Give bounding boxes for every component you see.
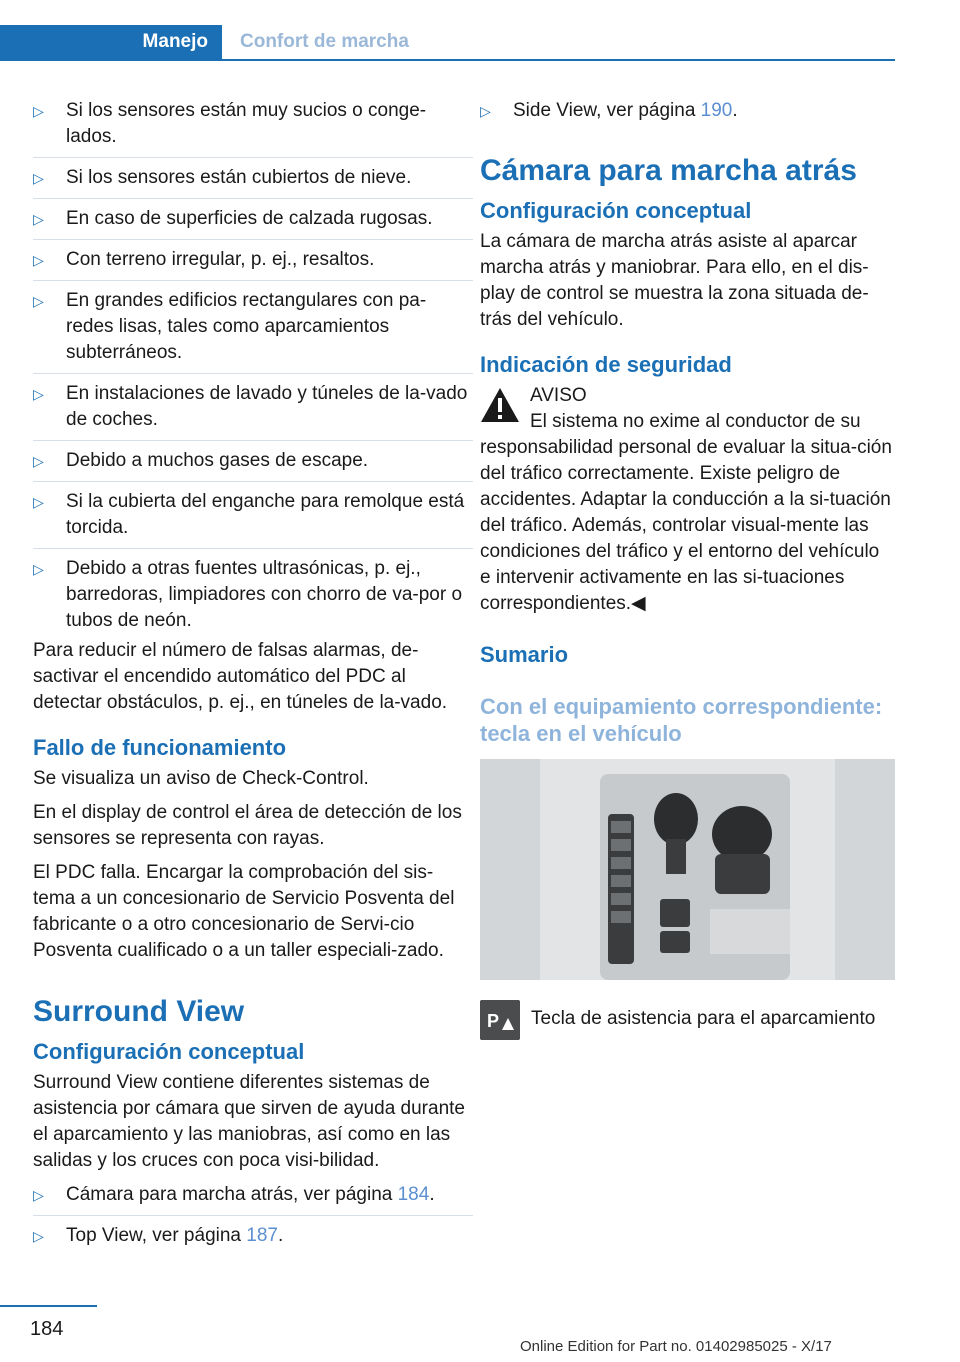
warning-text: responsabilidad personal de evaluar la situa‐ción del tráfico correctamente. Existe peligro de accidentes. Adaptar la conducción a la si‐tuación del tráfico. Además, controlar visual‐mente las condiciones del tráfico y el entorno del vehículo e intervenir activamente en las si‐tuaciones correspondientes.◀ xyxy=(480,437,892,614)
list-item: ▷ Si la cubierta del enganche para remolque está torcida. xyxy=(33,489,473,549)
triangle-bullet-icon: ▷ xyxy=(33,211,44,227)
heading-equipamiento: Con el equipamiento correspondiente: tecla en el vehículo xyxy=(480,694,883,746)
paragraph-fallo-3: El PDC falla. Encargar la comprobación del sis‐tema a un concesionario de Servicio Posventa del fabricante o a otro concesionario de Servi‐cio Posventa cualificado o a un taller especiali‐zado. xyxy=(33,862,455,961)
right-column xyxy=(480,98,895,1040)
list-item: ▷ En caso de superficies de calzada rugosas. xyxy=(33,206,473,240)
paragraph-false-alarms: Para reducir el número de falsas alarmas, de‐sactivar el encendido automático del PDC al detectar obstáculos, p. ej., en túneles de la‐vado. xyxy=(33,640,448,713)
list-item: ▷ Si los sensores están muy sucios o conge‐lados. xyxy=(33,98,473,158)
svg-text:P: P xyxy=(487,1011,500,1031)
page-link-190[interactable]: 190 xyxy=(700,100,733,121)
triangle-bullet-icon: ▷ xyxy=(33,561,44,577)
triangle-bullet-icon: ▷ xyxy=(33,1187,44,1203)
section-tab-manejo[interactable]: Manejo xyxy=(0,25,222,59)
list-item: ▷ En grandes edificios rectangulares con pa‐redes lisas, tales como aparcamientos subterráneos. xyxy=(33,288,473,374)
heading-fallo: Fallo de funcionamiento xyxy=(33,735,287,760)
triangle-bullet-icon: ▷ xyxy=(480,103,491,119)
list-item: ▷ Con terreno irregular, p. ej., resaltos. xyxy=(33,247,473,281)
left-column xyxy=(33,98,473,1263)
triangle-bullet-icon: ▷ xyxy=(33,386,44,402)
key-legend xyxy=(480,1000,895,1040)
list-item: ▷ Side View, ver página 190. xyxy=(480,98,895,131)
list-item: ▷ Debido a otras fuentes ultrasónicas, p. ej., barredoras, limpiadores con chorro de va‐por o tubos de neón. xyxy=(33,558,463,631)
key-legend-text: Tecla de asistencia para el aparcamiento xyxy=(531,1008,876,1029)
heading-configuracion: Configuración conceptual xyxy=(480,198,752,223)
paragraph-config: La cámara de marcha atrás asiste al aparcar marcha atrás y maniobrar. Para ello, en el dis‐play de control se muestra la zona situada de‐trás del vehículo. xyxy=(480,231,869,330)
console-photo xyxy=(480,759,895,980)
park-assist-key-icon xyxy=(480,1000,520,1040)
list-item: ▷ Top View, ver página 187. xyxy=(33,1223,473,1256)
heading-seguridad: Indicación de seguridad xyxy=(480,352,732,377)
triangle-bullet-icon: ▷ xyxy=(33,293,44,309)
warning-label: AVISO xyxy=(530,385,587,406)
triangle-bullet-icon: ▷ xyxy=(33,170,44,186)
footer-rule xyxy=(0,1305,97,1307)
list-item: ▷ Cámara para marcha atrás, ver página 184. xyxy=(33,1182,473,1216)
page-number: 184 xyxy=(30,1318,64,1340)
paragraph-fallo-1: Se visualiza un aviso de Check-Control. xyxy=(33,768,369,789)
paragraph-fallo-2: En el display de control el área de detección de los sensores se representa con rayas. xyxy=(33,802,462,849)
list-item: ▷ En instalaciones de lavado y túneles de la‐vado de coches. xyxy=(33,381,473,441)
list-item: ▷ Debido a muchos gases de escape. xyxy=(33,448,473,482)
warning-first-line: El sistema no exime al conductor de su xyxy=(530,411,861,432)
heading-camara: Cámara para marcha atrás xyxy=(480,154,857,187)
paragraph-surround: Surround View contiene diferentes sistemas de asistencia por cámara que sirven de ayuda durante el aparcamiento y las maniobras, así como en las salidas y los cruces con poca visi‐bilidad. xyxy=(33,1072,465,1171)
page-link-184[interactable]: 184 xyxy=(397,1184,430,1205)
warning-block xyxy=(480,383,895,617)
edition-text: Online Edition for Part no. 01402985025 - X/17 xyxy=(520,1338,832,1355)
section-tab-confort[interactable]: Confort de marcha xyxy=(240,31,409,52)
list-item: ▷ Si los sensores están cubiertos de nieve. xyxy=(33,165,473,199)
header-rule xyxy=(0,59,895,61)
heading-configuracion: Configuración conceptual xyxy=(33,1039,305,1064)
heading-sumario: Sumario xyxy=(480,642,569,667)
triangle-bullet-icon: ▷ xyxy=(33,1228,44,1244)
triangle-bullet-icon: ▷ xyxy=(33,252,44,268)
triangle-bullet-icon: ▷ xyxy=(33,494,44,510)
triangle-bullet-icon: ▷ xyxy=(33,453,44,469)
page-header xyxy=(0,25,895,61)
warning-triangle-icon xyxy=(480,387,520,423)
heading-surround-view: Surround View xyxy=(33,995,245,1028)
page-link-187[interactable]: 187 xyxy=(246,1225,278,1246)
triangle-bullet-icon: ▷ xyxy=(33,103,44,119)
